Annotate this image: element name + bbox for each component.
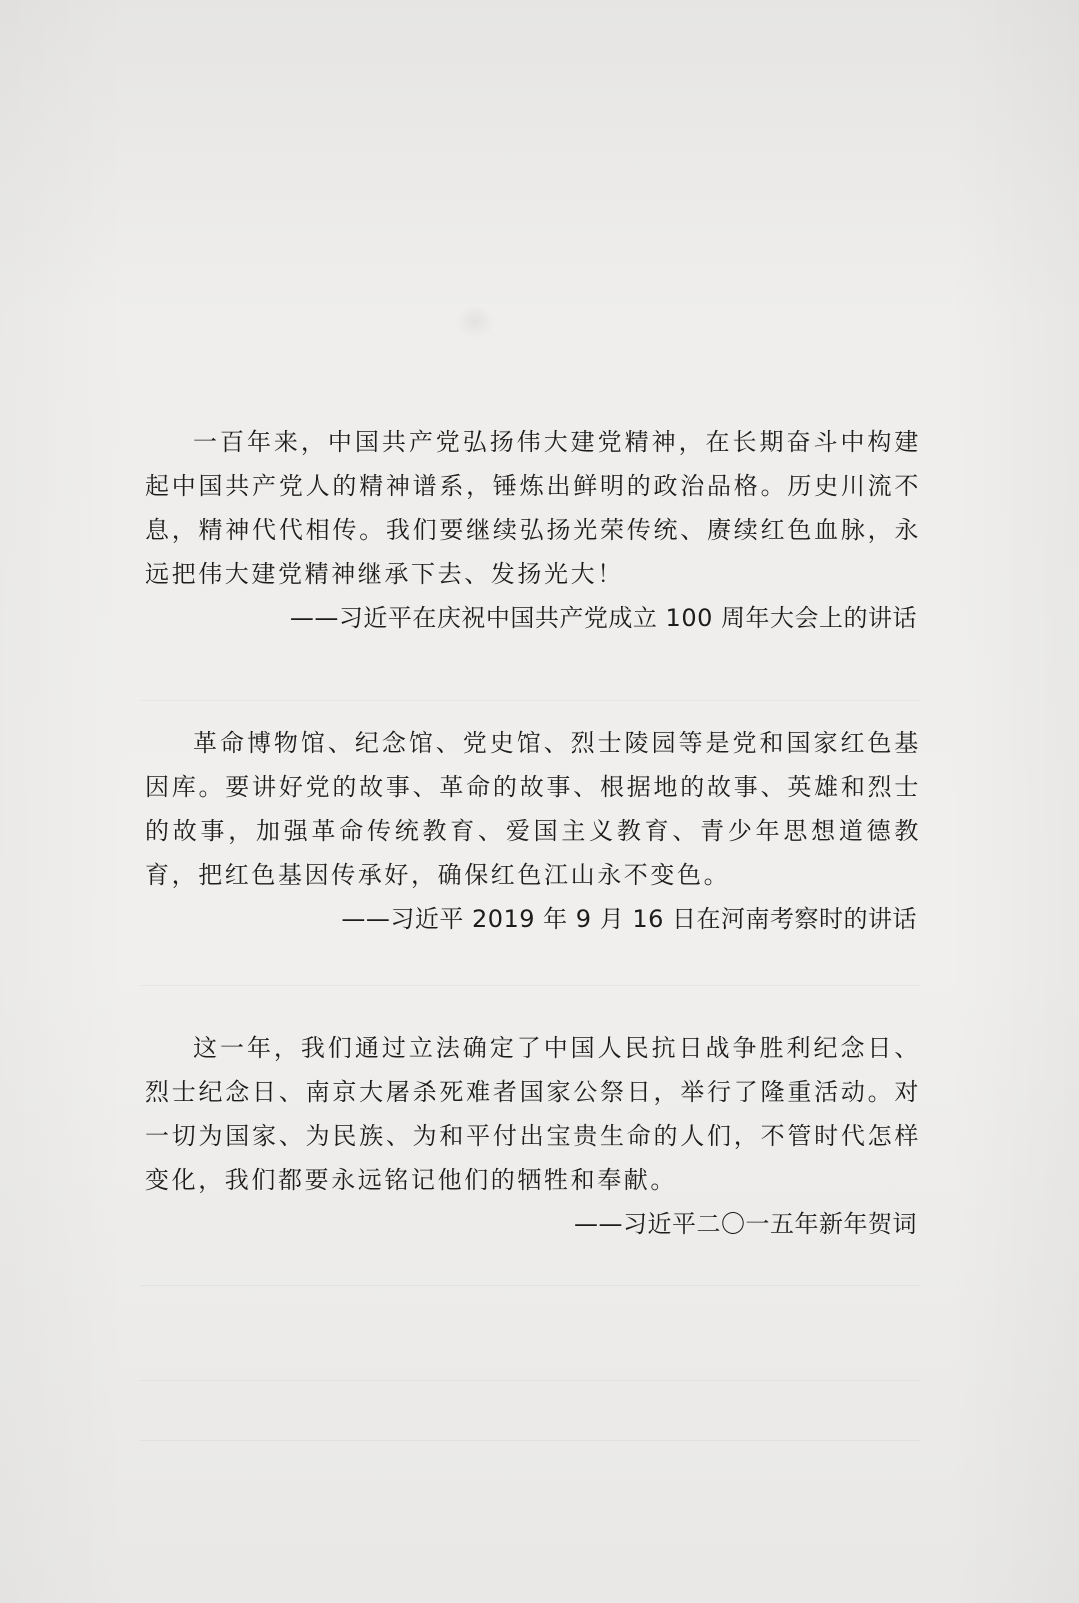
show-through-line: [140, 985, 920, 986]
show-through-line: [140, 700, 920, 701]
quote-block-2: [145, 721, 921, 941]
quote-source: ——习近平 2019 年 9 月 16 日在河南考察时的讲话: [341, 905, 917, 933]
quote-block-3: [145, 1026, 921, 1246]
quote-block-1: [145, 420, 921, 640]
quote-text: 这一年，我们通过立法确定了中国人民抗日战争胜利纪念日、烈士纪念日、南京大屠杀死难者国家公祭日，举行了隆重活动。对一切为国家、为民族、为和平付出宝贵生命的人们，不管时代怎样变化，我们都要永远铭记他们的牺牲和奉献。: [145, 1034, 921, 1194]
faint-emblem-mark: [455, 305, 495, 339]
show-through-line: [140, 1285, 920, 1286]
quote-text: 一百年来，中国共产党弘扬伟大建党精神，在长期奋斗中构建起中国共产党人的精神谱系，锤炼出鲜明的政治品格。历史川流不息，精神代代相传。我们要继续弘扬光荣传统、赓续红色血脉，永远把伟大建党精神继承下去、发扬光大！: [145, 428, 921, 588]
quote-source: ——习近平在庆祝中国共产党成立 100 周年大会上的讲话: [289, 604, 917, 632]
show-through-line: [140, 1380, 920, 1381]
quote-text: 革命博物馆、纪念馆、党史馆、烈士陵园等是党和国家红色基因库。要讲好党的故事、革命的故事、根据地的故事、英雄和烈士的故事，加强革命传统教育、爱国主义教育、青少年思想道德教育，把红色基因传承好，确保红色江山永不变色。: [145, 729, 921, 889]
quote-source: ——习近平二〇一五年新年贺词: [574, 1210, 917, 1238]
show-through-line: [140, 1440, 920, 1441]
